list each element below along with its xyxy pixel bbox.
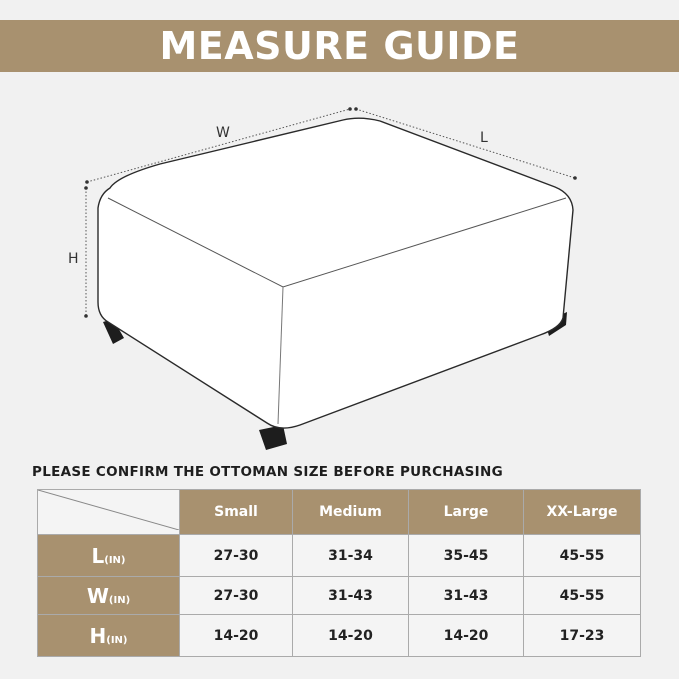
length-label: L bbox=[480, 130, 488, 146]
table-corner bbox=[38, 490, 180, 535]
corner-diagonal bbox=[38, 490, 179, 530]
table-cell: 14-20 bbox=[409, 615, 524, 657]
column-header-small: Small bbox=[180, 490, 293, 535]
table-cell: 14-20 bbox=[293, 615, 409, 657]
table-cell: 45-55 bbox=[524, 535, 641, 577]
column-header-large: Large bbox=[409, 490, 524, 535]
ottoman-diagram bbox=[0, 90, 679, 460]
size-table bbox=[37, 489, 641, 657]
ottoman-body bbox=[98, 118, 573, 428]
table-cell: 31-34 bbox=[293, 535, 409, 577]
table-cell: 27-30 bbox=[180, 535, 293, 577]
table-row-height bbox=[38, 615, 641, 657]
table-cell: 31-43 bbox=[409, 577, 524, 615]
ottoman-leg bbox=[259, 425, 287, 450]
table-header-row bbox=[38, 490, 641, 535]
page-title: MEASURE GUIDE bbox=[159, 24, 520, 68]
table-cell: 14-20 bbox=[180, 615, 293, 657]
height-label: H bbox=[68, 251, 79, 267]
column-header-medium: Medium bbox=[293, 490, 409, 535]
table-cell: 17-23 bbox=[524, 615, 641, 657]
title-banner bbox=[0, 20, 679, 72]
table-cell: 35-45 bbox=[409, 535, 524, 577]
size-confirm-note: PLEASE CONFIRM THE OTTOMAN SIZE BEFORE PURCHASING bbox=[32, 464, 503, 480]
width-label: W bbox=[216, 125, 230, 141]
table-row-length bbox=[38, 535, 641, 577]
table-cell: 27-30 bbox=[180, 577, 293, 615]
row-header-height: H(IN) bbox=[38, 615, 180, 657]
row-header-length: L(IN) bbox=[38, 535, 180, 577]
row-header-width: W(IN) bbox=[38, 577, 180, 615]
column-header-xx-large: XX-Large bbox=[524, 490, 641, 535]
table-cell: 31-43 bbox=[293, 577, 409, 615]
table-row-width bbox=[38, 577, 641, 615]
table-cell: 45-55 bbox=[524, 577, 641, 615]
